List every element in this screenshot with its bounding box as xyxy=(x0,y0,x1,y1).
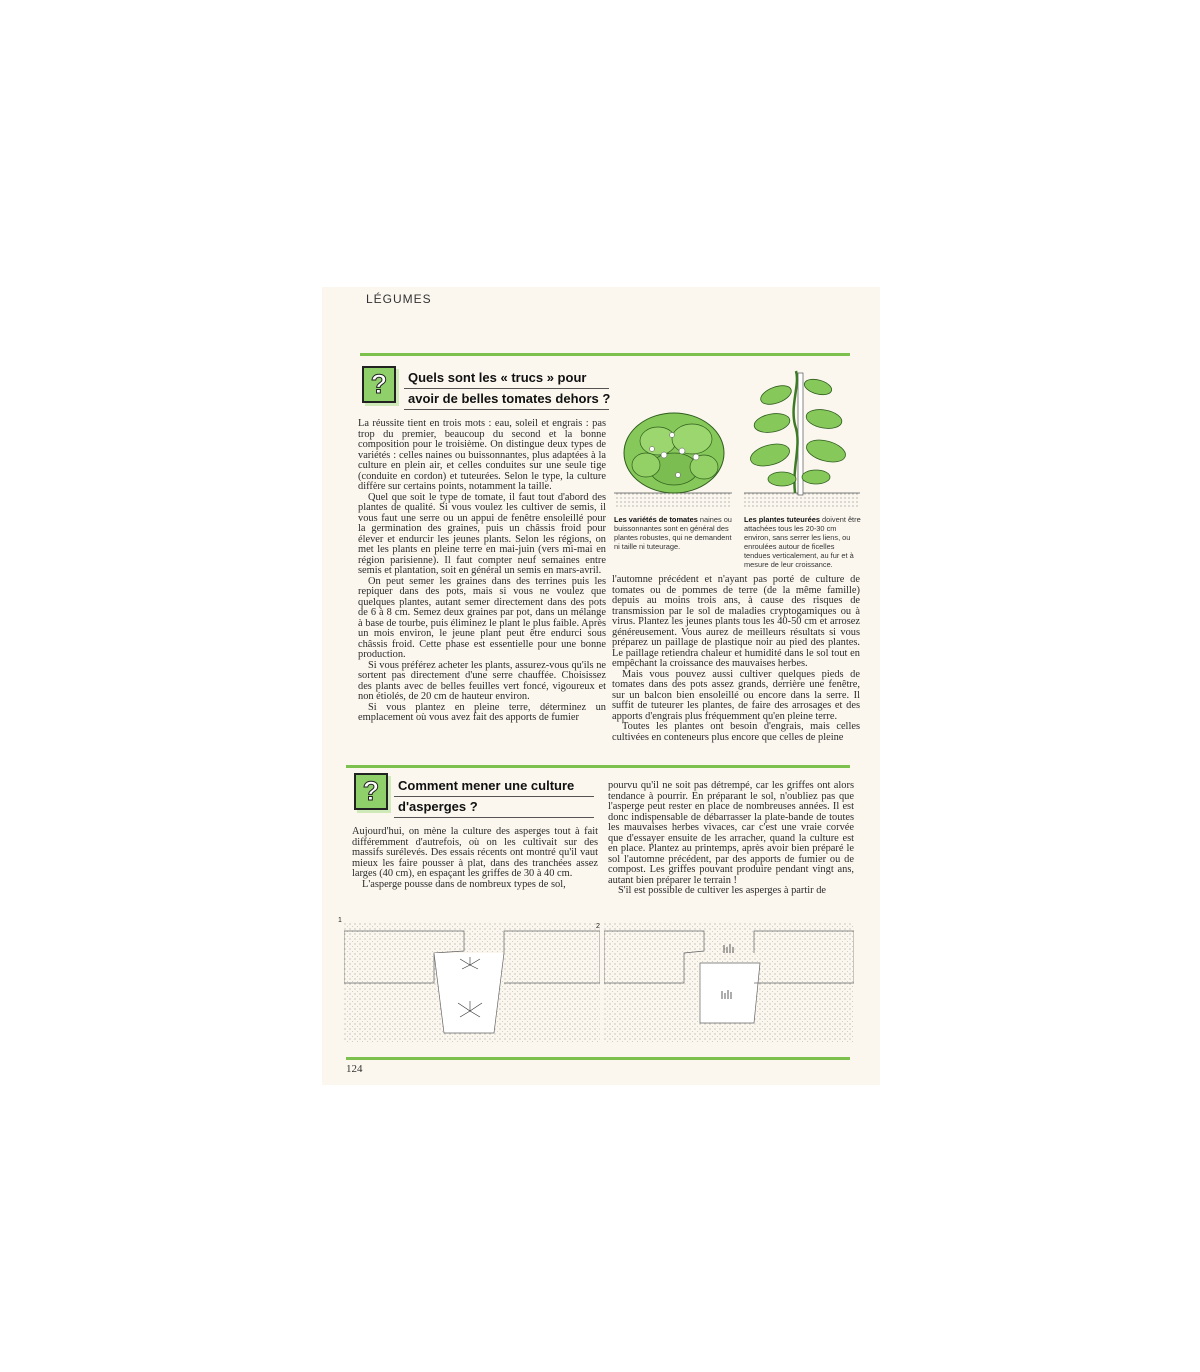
footer-divider xyxy=(346,1057,850,1060)
paragraph: Aujourd'hui, on mène la culture des asperges tout à fait différemment d'autrefois, où on les cultivait sur des massifs surélevés. Des essais récents ont montré qu'il vaut mieux les faire pousser à plat, dans des tranchées assez larges (40 cm), en espaçant les griffes de 30 à 40 cm. xyxy=(352,826,598,879)
question-title-line1: Comment mener une culture xyxy=(398,778,575,793)
caption-staked-tomato: Les plantes tuteurées doivent être attachées tous les 20-30 cm environ, sans serrer les liens, ou enroulées autour de ficelles tendues verticalement, au fur et à mesure de leur croissance. xyxy=(744,515,861,569)
caption-bush-tomato: Les variétés de tomates naines ou buissonnantes sont en général des plantes robustes, qui ne demandent ni taille ni tuteurage. xyxy=(614,515,732,551)
bush-tomato-figure xyxy=(614,413,732,507)
question-title-line1: Quels sont les « trucs » pour xyxy=(408,370,587,385)
paragraph: S'il est possible de cultiver les asperges à partir de xyxy=(618,885,826,896)
paragraph: Si vous préférez acheter les plants, assurez-vous qu'ils ne sortent pas directement d'une serre chauffée. Choisissez des plants avec de belles feuilles vert foncé, vigoureux et non étiolés, de 20 cm de hauteur environ. xyxy=(358,659,606,702)
title-rule xyxy=(404,409,609,410)
section-divider xyxy=(360,353,850,356)
paragraph: L'asperge pousse dans de nombreux types de sol, xyxy=(362,878,566,890)
staked-tomato-figure xyxy=(744,371,860,507)
figure-number: 2 xyxy=(596,923,600,930)
tomato-illustrations xyxy=(612,365,862,515)
paragraph: Toutes les plantes ont besoin d'engrais, mais celles cultivées en conteneurs plus encore que celles de pleine xyxy=(612,721,860,743)
q1-right-column xyxy=(612,575,860,743)
paragraph: Mais vous pouvez aussi cultiver quelques pieds de tomates dans des pots assez grands, derrière une fenêtre, sur un balcon bien ensoleillé ou encore dans la serre. Il suffit de tuteurer les plantes, de faire des arrosages et des apports d'engrais plus fréquemment qu'en pleine terre. xyxy=(612,668,860,722)
question-mark-icon: ? xyxy=(362,366,396,403)
figure-number: 1 xyxy=(338,917,342,924)
paragraph: l'automne précédent et n'ayant pas porté de culture de tomates ou de pommes de terre (de la même famille) depuis au moins trois ans, à cause des risques de transmission par le sol de maladies cryptogamiques ou à virus. Plantez les jeunes plants tous les 40-50 cm et arrosez généreusement. Vous aurez de meilleurs résultats si vous préparez un paillage de plastique noir au pied des plantes. Le paillage retiendra chaleur et humidité dans le sol tout en empêchant la croissance des mauvaises herbes. xyxy=(612,574,860,669)
title-rule xyxy=(394,817,594,818)
question-title-line2: avoir de belles tomates dehors ? xyxy=(408,391,611,406)
running-head: LÉGUMES xyxy=(366,292,432,306)
paragraph: Quel que soit le type de tomate, il faut tout d'abord des plantes de qualité. Si vous voulez les cultiver de semis, il vous faut une serre ou un appui de fenêtre ensoleillé pour la germination des graines, puis un châssis froid pour élever et endurcir les jeunes plants. Selon les régions, on met les plants en pleine terre en mai-juin (vers mi-mai en région parisienne). Il faut compter neuf semaines entre semis et plantation, soit en général un semis en mars-avril. xyxy=(358,491,606,576)
asparagus-figure-2 xyxy=(604,923,854,1043)
paragraph: pourvu qu'il ne soit pas détrempé, car les griffes ont alors tendance à pourrir. En préparant le sol, n'oubliez pas que l'asperge peut rester en place de nombreuses années. Il est donc indispensable de débarrasser la plate-bande de toutes les mauvaises herbes vivaces, car c'est une vraie corvée que d'essayer ensuite de les arracher, quand la culture est en place. Plantez au printemps, après avoir bien préparé le sol l'automne précédent, par des apports de fumier ou de compost. Les griffes pouvant produire pendant vingt ans, autant bien préparer le terrain ! xyxy=(608,780,854,886)
q2-left-column xyxy=(352,827,598,890)
question-mark-icon: ? xyxy=(354,773,388,810)
asparagus-figure-1 xyxy=(344,923,600,1043)
q1-left-column xyxy=(358,419,606,724)
paragraph: La réussite tient en trois mots : eau, soleil et engrais : pas trop du premier, beaucoup du second et la bonne composition pour le troisième. On distingue deux types de variétés : celles naines ou buissonnantes, plus adaptées à la culture en plein air, et celles conduites sur une seule tige (conduite en cordon) et tuteurées. Selon le type, la culture diffère sur certains points, notamment la taille. xyxy=(358,418,606,492)
paragraph: Si vous plantez en pleine terre, déterminez un emplacement où vous avez fait des apports de fumier xyxy=(358,701,606,723)
page-number: 124 xyxy=(346,1063,363,1075)
question-title-line2: d'asperges ? xyxy=(398,799,478,814)
section-divider xyxy=(346,765,850,768)
paragraph: On peut semer les graines dans des terrines puis les repiquer dans des pots, mais si vous ne voulez que quelques plantes, autant semer directement dans des pots de 6 à 8 cm. Semez deux graines par pot, dans un mélange à base de tourbe, puis éliminez le plant le plus faible. Après un mois environ, le jeune plant peut être endurci sous châssis froid. Cette phase est essentielle pour une bonne production. xyxy=(358,575,606,660)
q2-right-column xyxy=(608,781,854,897)
book-page xyxy=(322,287,880,1085)
